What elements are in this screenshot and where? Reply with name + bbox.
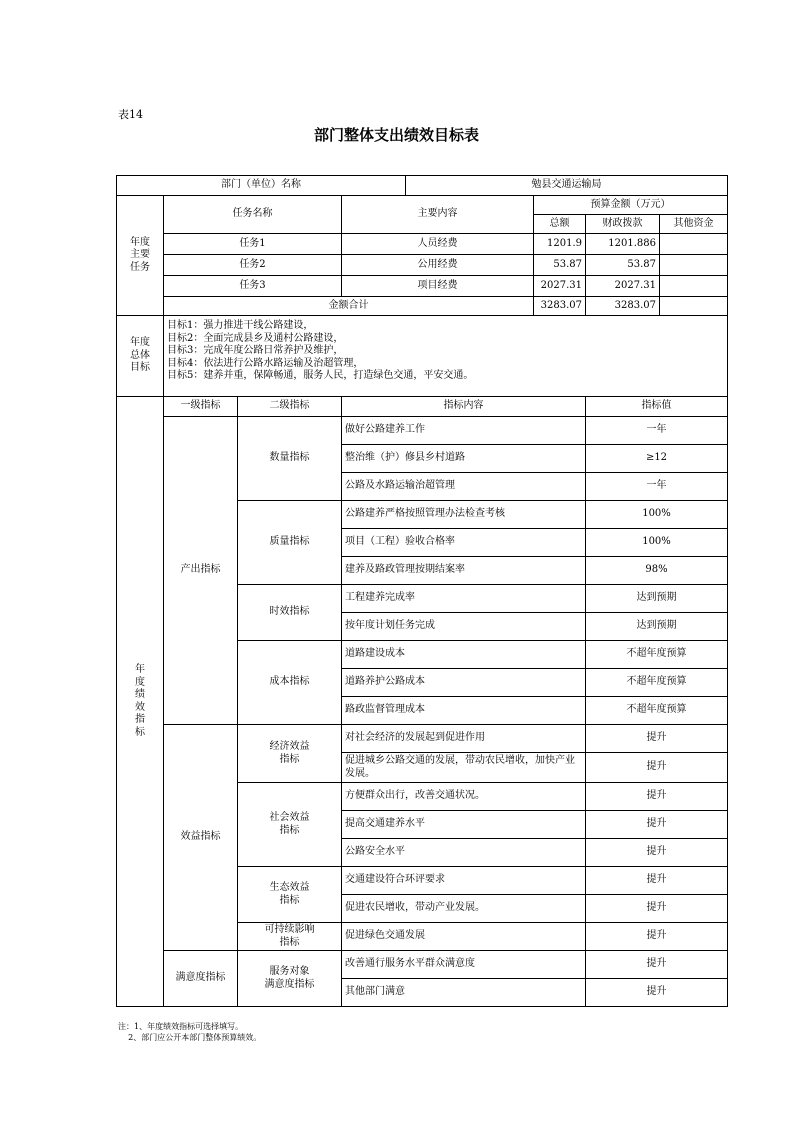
goals-row [117, 316, 728, 397]
table-number: 表14 [118, 108, 143, 121]
indicator-content: 交通建设符合环评要求 [342, 867, 586, 895]
budget-other-header: 其他资金 [660, 215, 728, 234]
indicator-content: 工程建养完成率 [342, 585, 586, 613]
indicator-content: 其他部门满意 [342, 979, 586, 1007]
benefit-indicator-label: 效益指标 [164, 725, 238, 951]
indicator-content: 改善通行服务水平群众满意度 [342, 951, 586, 979]
indicator-row [117, 951, 728, 979]
indicator-value: 提升 [586, 867, 728, 895]
indicator-value: 提升 [586, 923, 728, 951]
indicator-content: 对社会经济的发展起到促进作用 [342, 725, 586, 753]
sum-label: 金额合计 [164, 297, 534, 316]
task-other [660, 276, 728, 297]
level1-header: 一级指标 [164, 397, 238, 417]
task-fiscal: 1201.886 [586, 234, 660, 255]
indicator-value: 提升 [586, 783, 728, 811]
indicator-value: 提升 [586, 895, 728, 923]
department-label: 部门（单位）名称 [117, 176, 406, 196]
indicator-value: 不超年度预算 [586, 669, 728, 697]
tasks-group-label: 年度 主要 任务 [117, 196, 164, 316]
indicator-content: 公路建养严格按照管理办法检查考核 [342, 501, 586, 529]
task-content: 公用经费 [342, 255, 534, 276]
tasks-sum-row [117, 297, 728, 316]
indicator-value: 一年 [586, 417, 728, 445]
indicator-content: 路政监督管理成本 [342, 697, 586, 725]
economic-indicator-label: 经济效益 指标 [238, 725, 342, 783]
tasks-header-row [117, 196, 728, 215]
indicator-value: 提升 [586, 753, 728, 783]
budget-header: 预算金额（万元） [534, 196, 728, 215]
indicator-row [117, 725, 728, 753]
indicator-content-header: 指标内容 [342, 397, 586, 417]
task-fiscal: 53.87 [586, 255, 660, 276]
task-row [117, 234, 728, 255]
indicator-content: 项目（工程）验收合格率 [342, 529, 586, 557]
task-fiscal: 2027.31 [586, 276, 660, 297]
indicator-content: 整治维（护）修县乡村道路 [342, 445, 586, 473]
level2-header: 二级指标 [238, 397, 342, 417]
indicator-content: 提高交通建养水平 [342, 811, 586, 839]
indicators-header-row [117, 397, 728, 417]
task-content-header: 主要内容 [342, 196, 534, 234]
page-title: 部门整体支出绩效目标表 [313, 126, 479, 144]
indicator-value: 提升 [586, 725, 728, 753]
indicator-content: 按年度计划任务完成 [342, 613, 586, 641]
task-name: 任务1 [164, 234, 342, 255]
indicator-row [117, 417, 728, 445]
task-other [660, 234, 728, 255]
footnote-line: 注：1、年度绩效指标可选择填写。 [118, 1022, 244, 1031]
footnotes [118, 1022, 261, 1044]
task-name: 任务2 [164, 255, 342, 276]
task-row [117, 276, 728, 297]
task-row [117, 255, 728, 276]
quality-indicator-label: 质量指标 [238, 501, 342, 585]
task-other [660, 255, 728, 276]
cost-indicator-label: 成本指标 [238, 641, 342, 725]
indicator-content: 建养及路政管理按期结案率 [342, 557, 586, 585]
indicator-value: 100% [586, 501, 728, 529]
task-total: 53.87 [534, 255, 586, 276]
quantity-indicator-label: 数量指标 [238, 417, 342, 501]
indicator-value: 提升 [586, 839, 728, 867]
task-content: 人员经费 [342, 234, 534, 255]
indicator-value: ≥12 [586, 445, 728, 473]
goals-text: 目标1：强力推进干线公路建设， 目标2：全面完成县乡及通村公路建设， 目标3：完成年度公路日常养护及维护， 目标4：依法进行公路水路运输及治超管理， 目标5：建养并重，保障畅通，服务人民，打造绿色交通，平安交通。 [164, 316, 728, 397]
indicator-value: 100% [586, 529, 728, 557]
footnote-line: 2、部门应公开本部门整体预算绩效。 [118, 1032, 262, 1042]
indicator-value: 提升 [586, 979, 728, 1007]
task-content: 项目经费 [342, 276, 534, 297]
social-indicator-label: 社会效益 指标 [238, 783, 342, 867]
indicator-content: 促进农民增收，带动产业发展。 [342, 895, 586, 923]
output-indicator-label: 产出指标 [164, 417, 238, 725]
indicator-value-header: 指标值 [586, 397, 728, 417]
task-total: 1201.9 [534, 234, 586, 255]
timeliness-indicator-label: 时效指标 [238, 585, 342, 641]
satisfaction-indicator-label: 满意度指标 [164, 951, 238, 1007]
indicator-value: 提升 [586, 951, 728, 979]
indicator-content: 方便群众出行，改善交通状况。 [342, 783, 586, 811]
sum-total: 3283.07 [534, 297, 586, 316]
task-name: 任务3 [164, 276, 342, 297]
indicator-value: 不超年度预算 [586, 697, 728, 725]
indicators-group-label: 年 度 绩 效 指 标 [117, 397, 164, 1007]
indicator-value: 达到预期 [586, 585, 728, 613]
department-row [117, 176, 728, 196]
indicator-value: 一年 [586, 473, 728, 501]
performance-target-table [116, 175, 728, 1007]
budget-fiscal-header: 财政拨款 [586, 215, 660, 234]
indicator-content: 公路安全水平 [342, 839, 586, 867]
budget-total-header: 总额 [534, 215, 586, 234]
indicator-value: 达到预期 [586, 613, 728, 641]
sum-fiscal: 3283.07 [586, 297, 660, 316]
indicator-value: 98% [586, 557, 728, 585]
indicator-content: 促进城乡公路交通的发展，带动农民增收，加快产业发展。 [342, 753, 586, 783]
indicator-content: 道路养护公路成本 [342, 669, 586, 697]
goals-group-label: 年度 总体 目标 [117, 316, 164, 397]
indicator-value: 提升 [586, 811, 728, 839]
service-satisfaction-label: 服务对象 满意度指标 [238, 951, 342, 1007]
task-name-header: 任务名称 [164, 196, 342, 234]
sustainable-indicator-label: 可持续影响 指标 [238, 923, 342, 951]
indicator-content: 公路及水路运输治超管理 [342, 473, 586, 501]
indicator-content: 做好公路建养工作 [342, 417, 586, 445]
ecological-indicator-label: 生态效益 指标 [238, 867, 342, 923]
indicator-value: 不超年度预算 [586, 641, 728, 669]
indicator-content: 促进绿色交通发展 [342, 923, 586, 951]
indicator-content: 道路建设成本 [342, 641, 586, 669]
task-total: 2027.31 [534, 276, 586, 297]
sum-other [660, 297, 728, 316]
department-value: 勉县交通运输局 [406, 176, 728, 196]
